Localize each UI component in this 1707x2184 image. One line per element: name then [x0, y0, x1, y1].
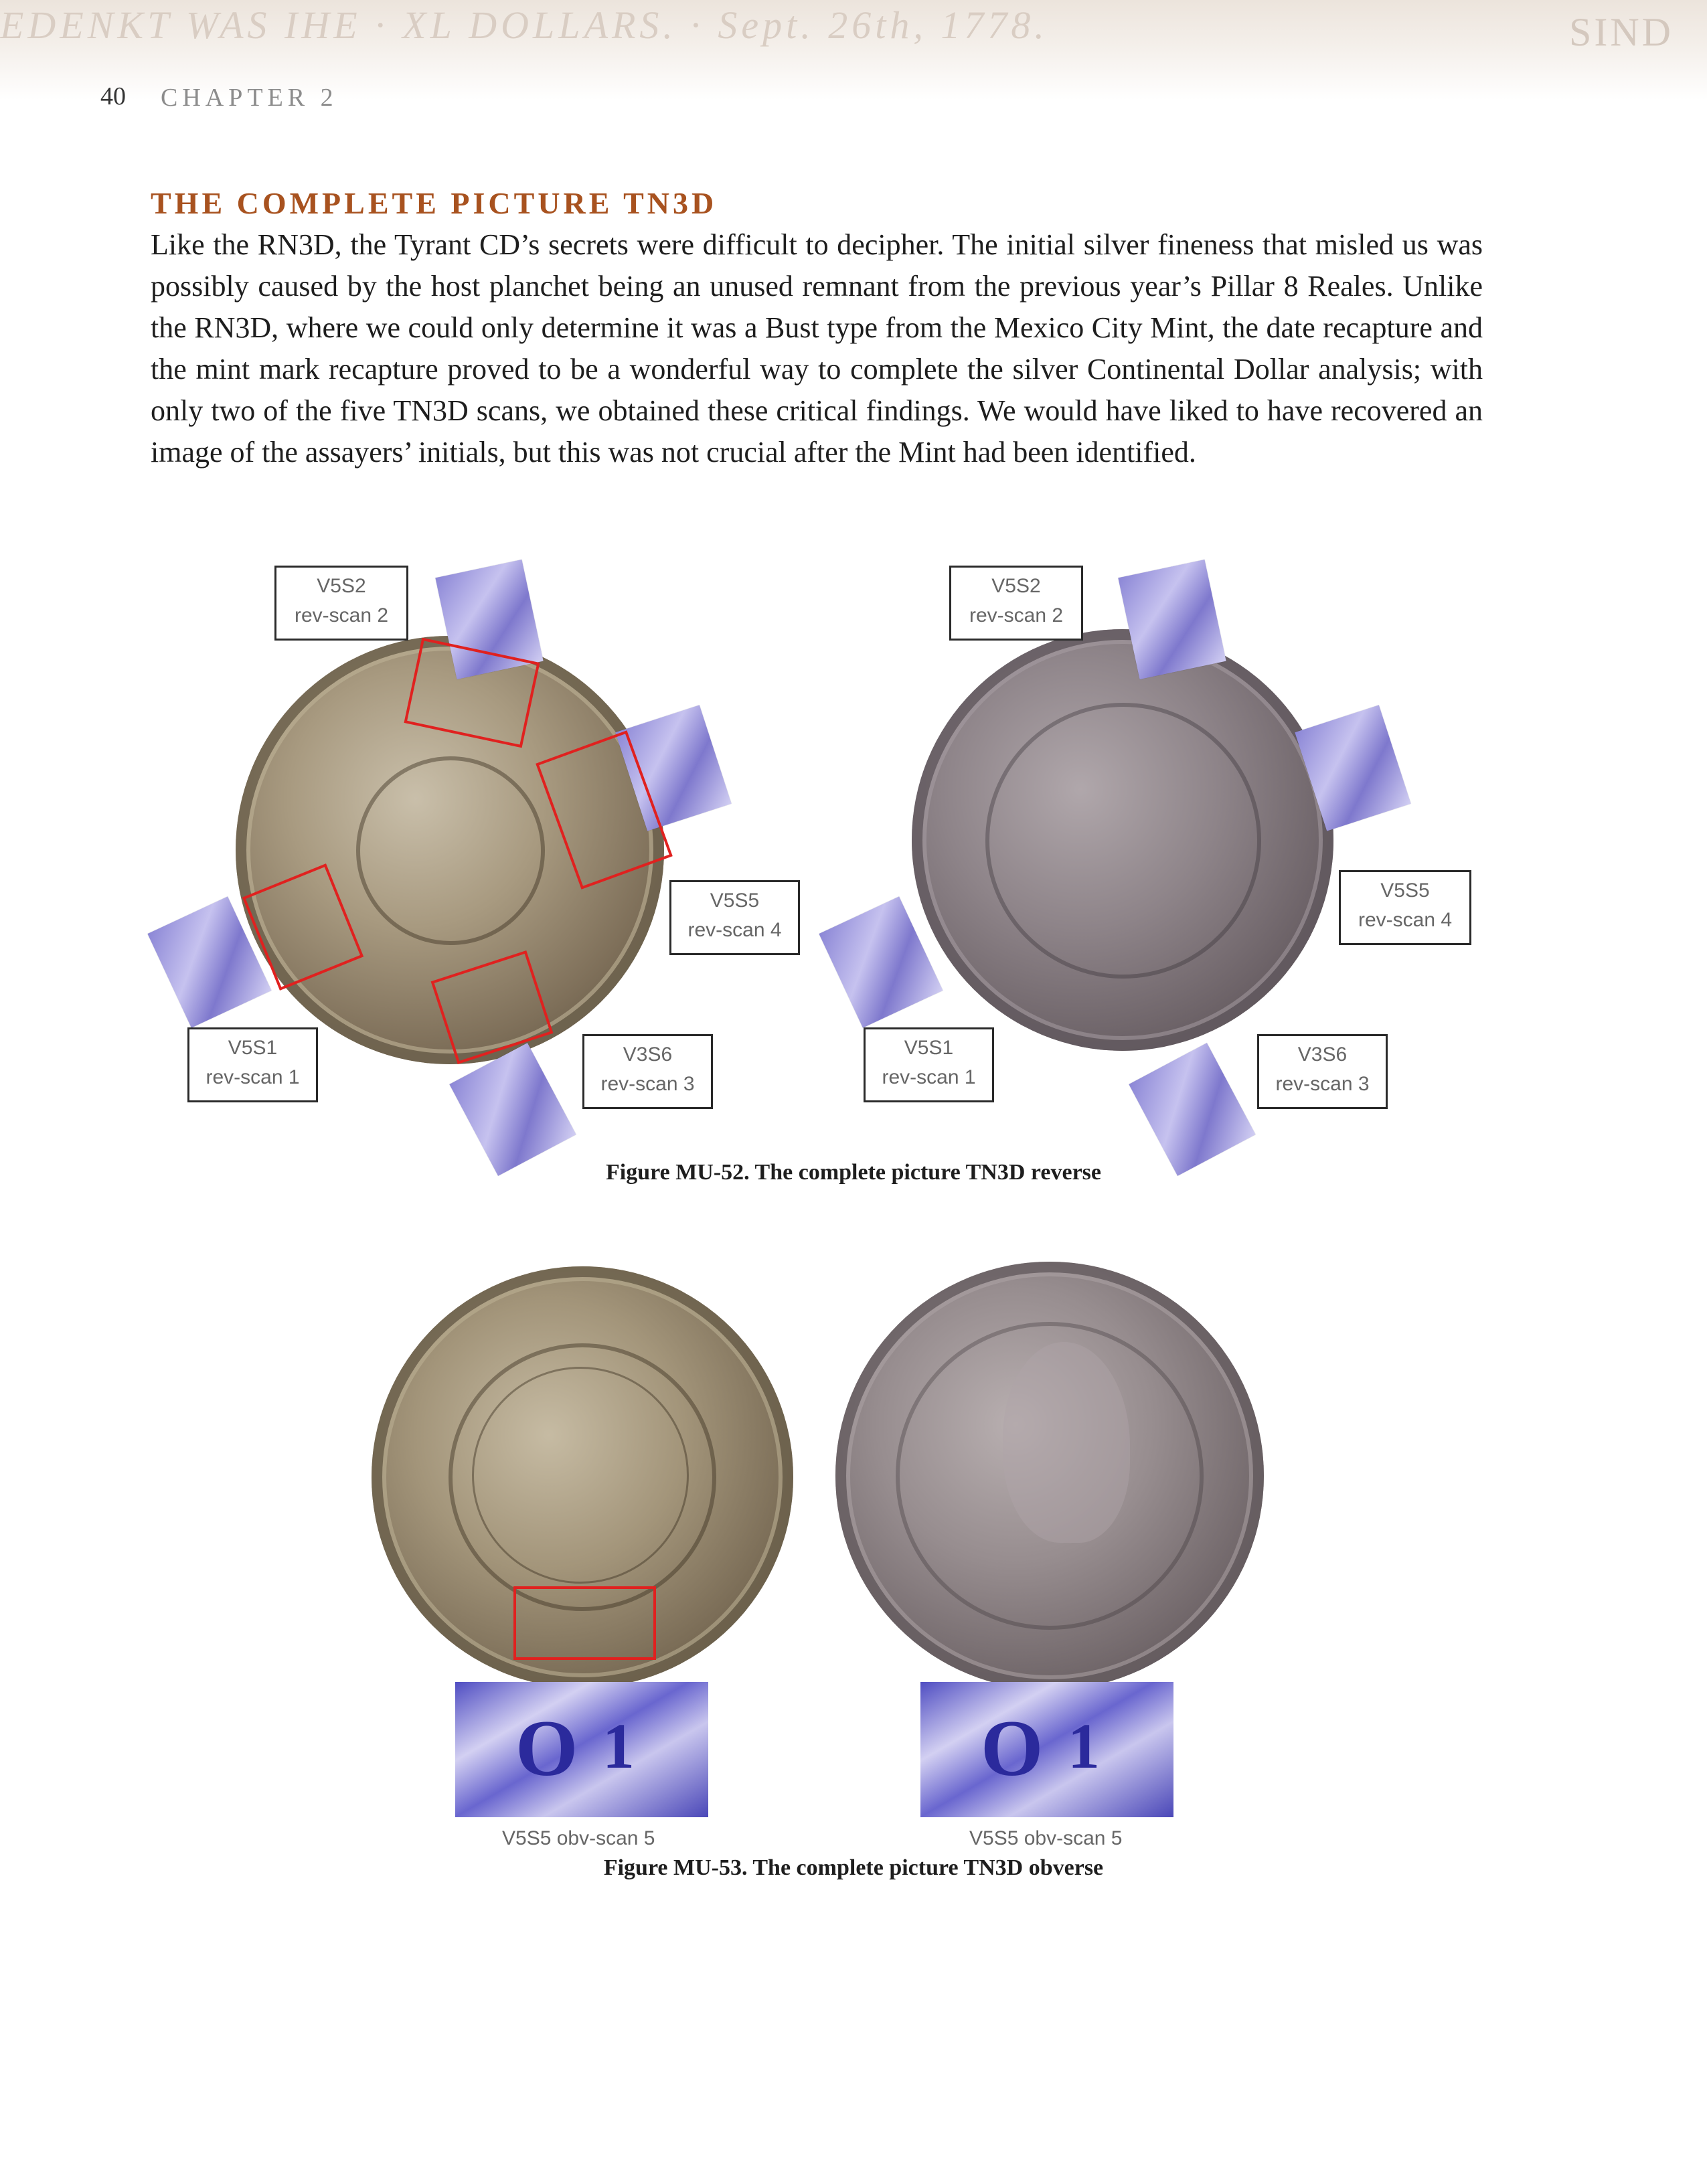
scan-glyph: 1: [602, 1710, 635, 1782]
scan-label: V5S5 obv-scan 5: [969, 1827, 1123, 1849]
page-number: 40: [100, 82, 126, 110]
scan-label-box: [864, 1027, 994, 1102]
scan-code: V5S5: [1380, 879, 1430, 902]
pillar-8-reales-reverse-photo: [912, 629, 1333, 1051]
coin-center-ring: [356, 756, 545, 945]
scan-label-box: [949, 566, 1083, 641]
figure-caption: Figure MU-53. The complete picture TN3D obverse: [603, 1855, 1104, 1880]
scan-label-box: [187, 1027, 318, 1102]
scan-glyph: O: [981, 1703, 1044, 1792]
scan-name: rev-scan 1: [882, 1066, 976, 1088]
scan-name: rev-scan 4: [687, 919, 782, 941]
section-heading: THE COMPLETE PICTURE TN3D: [151, 186, 718, 220]
coin-shield-ring: [985, 703, 1261, 979]
scan-code: V5S5: [710, 890, 760, 912]
scan-label-box: [1339, 870, 1471, 945]
scan-label-box: [274, 566, 408, 641]
scan-name: rev-scan 3: [1275, 1073, 1370, 1095]
scan-name: rev-scan 1: [206, 1066, 300, 1088]
scan-name: rev-scan 2: [294, 604, 389, 626]
scan-image: [455, 1682, 708, 1817]
highlight-box: [513, 1586, 656, 1660]
scan-label-box: [669, 880, 800, 955]
scan-image: [920, 1682, 1173, 1817]
scan-code: V5S1: [904, 1037, 954, 1059]
scan-code: V3S6: [623, 1043, 673, 1066]
figure-caption: Figure MU-52. The complete picture TN3D reverse: [606, 1160, 1101, 1185]
scan-code: V5S1: [228, 1037, 278, 1059]
scan-name: rev-scan 4: [1358, 909, 1453, 931]
scan-name: rev-scan 2: [969, 604, 1064, 626]
scan-image: [1129, 1043, 1255, 1176]
scan-code: V5S2: [991, 575, 1041, 597]
scan-code: V3S6: [1297, 1043, 1348, 1066]
scan-code: V5S2: [317, 575, 366, 597]
banner-text: EDENKT WAS IHE · XL DOLLARS. · Sept. 26th, 1778.: [0, 3, 1048, 47]
scan-label-box: [1257, 1034, 1388, 1109]
chapter-label: CHAPTER 2: [161, 84, 338, 112]
body-paragraph: Like the RN3D, the Tyrant CD’s secrets were difficult to decipher. The initial silver fineness that misled us was possibly caused by the host planchet being an unused remnant from the previous year’s Pillar 8 Reales. Unlike the RN3D, where we could only determine it was a Bust type from the Mexico City Mint, the date recapture and the mint mark recapture proved to be a wonderful way to complete the silver Continental Dollar analysis; with only two of the five TN3D scans, we obtained these critical findings. We would have liked to have recovered an image of the assayers’ initials, but this was not crucial after the Mint had been identified.: [151, 228, 1483, 469]
scan-glyph: O: [515, 1703, 578, 1792]
banner-text-right: SIND: [1568, 10, 1674, 54]
scan-label: V5S5 obv-scan 5: [502, 1827, 655, 1849]
bust-8-reales-obverse-photo: [835, 1262, 1264, 1690]
scan-image: [819, 896, 943, 1027]
scan-glyph: 1: [1068, 1710, 1100, 1782]
scan-name: rev-scan 3: [600, 1073, 695, 1095]
coin-sundial-ring: [472, 1367, 689, 1584]
scan-label-box: [582, 1034, 713, 1109]
